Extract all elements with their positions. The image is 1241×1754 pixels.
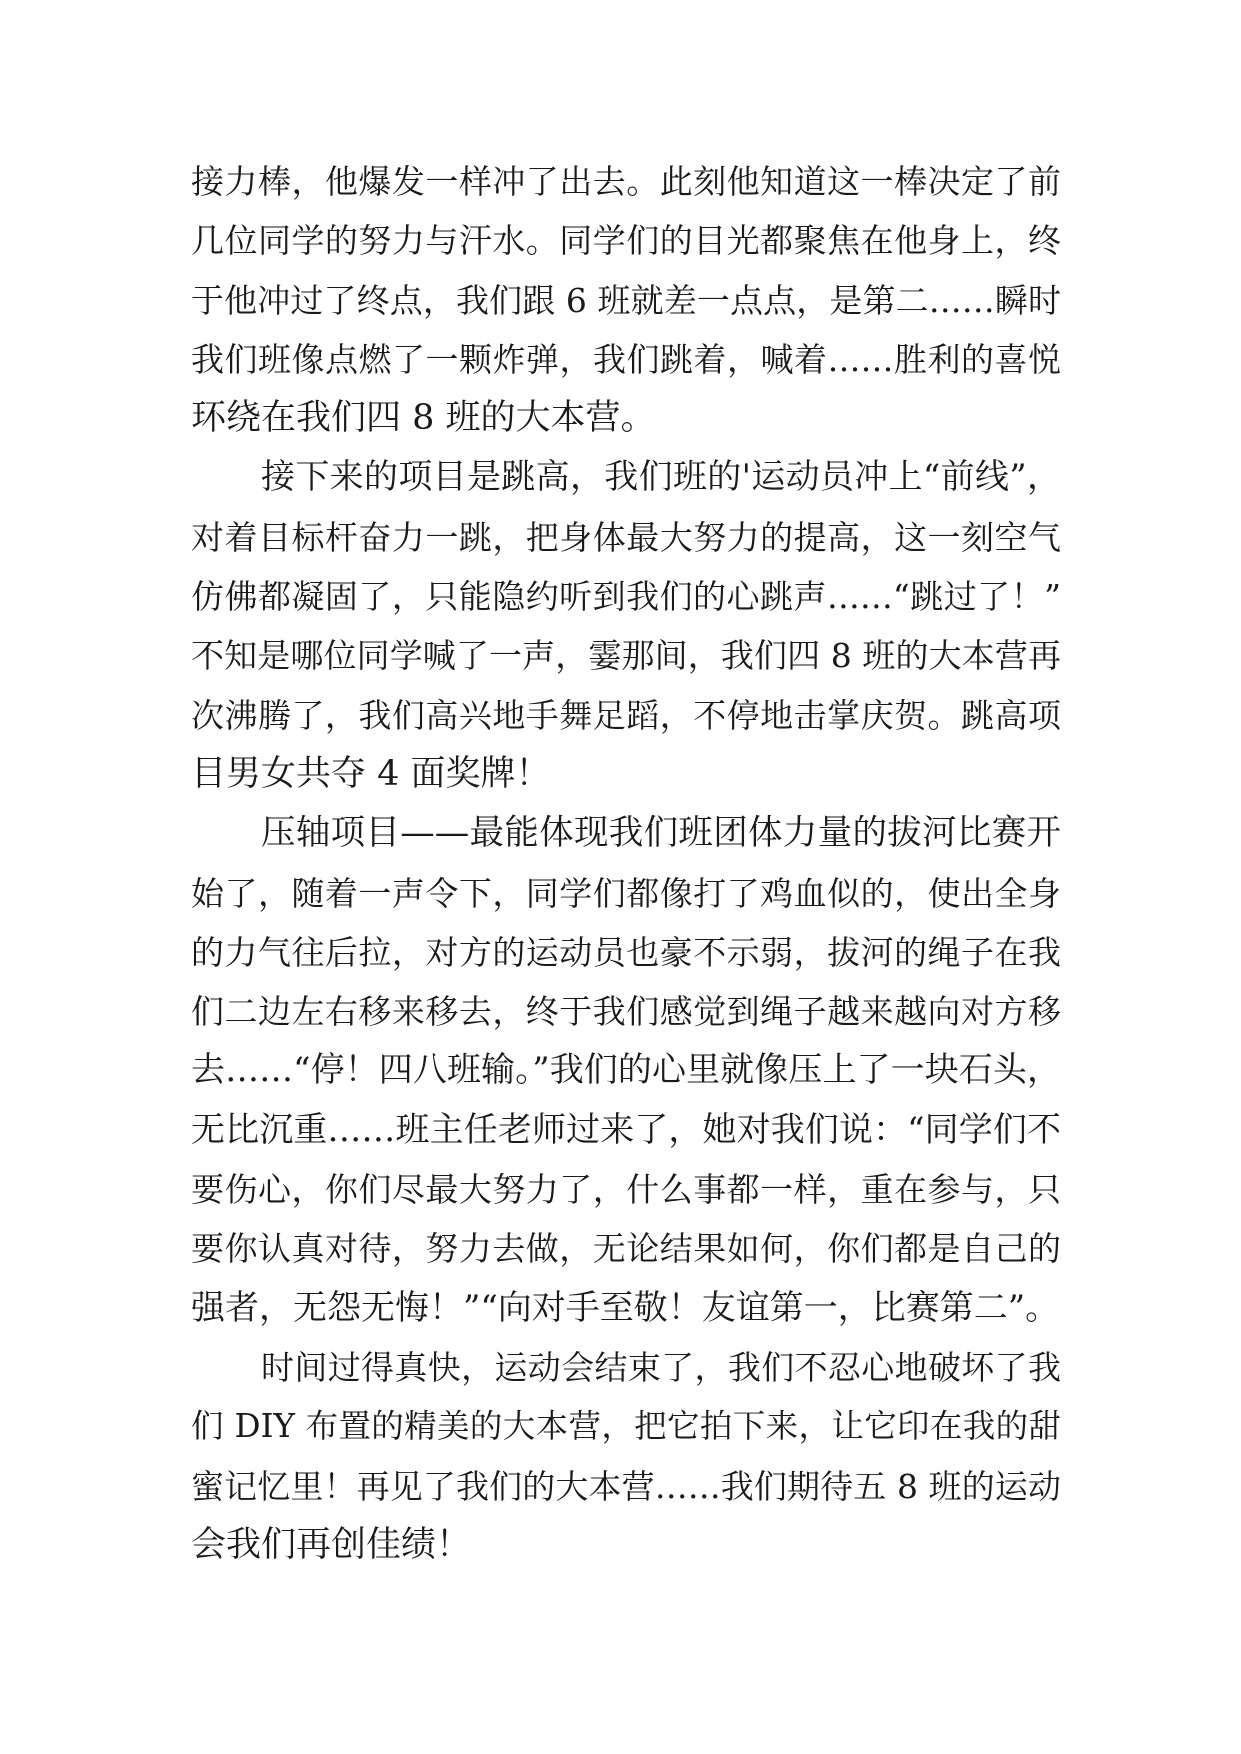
text-line: 我们班像点燃了一颗炸弹，我们跳着，喊着……胜利的喜悦	[191, 339, 1061, 379]
text-line: 蜜记忆里！再见了我们的大本营……我们期待五 8 班的运动	[191, 1466, 1061, 1506]
text-line: 目男女共夺 4 面奖牌！	[191, 753, 551, 794]
text-line: 环绕在我们四 8 班的大本营。	[191, 398, 656, 439]
text-line: 强者，无怨无悔！”“向对手至敬！友谊第一，比赛第二”。	[191, 1287, 1060, 1328]
text-line: 要伤心，你们尽最大努力了，什么事都一样，重在参与，只	[191, 1170, 1061, 1210]
text-line: 无比沉重……班主任老师过来了，她对我们说：“同学们不	[191, 1109, 1061, 1150]
text-line: 几位同学的努力与汗水。同学们的目光都聚焦在他身上，终	[191, 221, 1061, 261]
paragraph-first-line: 接下来的项目是跳高，我们班的'运动员冲上“前线”，	[261, 457, 1061, 498]
document-body	[191, 152, 1061, 1575]
paragraph-first-line: 压轴项目——最能体现我们班团体力量的拔河比赛开	[261, 813, 1061, 854]
text-line: 仿佛都凝固了，只能隐约听到我们的心跳声……“跳过了！”	[191, 577, 1061, 617]
text-line: 会我们再创佳绩！	[191, 1524, 472, 1565]
text-line: 始了，随着一声令下，同学们都像打了鸡血似的，使出全身	[191, 873, 1061, 913]
text-line: 接力棒，他爆发一样冲了出去。此刻他知道这一棒决定了前	[191, 162, 1061, 201]
text-line: 们二边左右移来移去，终于我们感觉到绳子越来越向对方移	[191, 992, 1061, 1032]
text-line: 的力气往后拉，对方的运动员也豪不示弱，拔河的绳子在我	[191, 932, 1061, 972]
text-line: 不知是哪位同学喊了一声，霎那间，我们四 8 班的大本营再	[191, 636, 1061, 676]
paragraph-first-line: 时间过得真快，运动会结束了，我们不忍心地破坏了我	[261, 1347, 1061, 1387]
text-line: 去……“停！四八班输。”我们的心里就像压上了一块石头，	[191, 1050, 1061, 1091]
text-line: 于他冲过了终点，我们跟 6 班就差一点点，是第二……瞬时	[191, 280, 1061, 320]
text-line: 要你认真对待，努力去做，无论结果如何，你们都是自己的	[191, 1229, 1061, 1269]
text-line: 们 DIY 布置的精美的大本营，把它拍下来，让它印在我的甜	[191, 1407, 1061, 1446]
text-line: 对着目标杆奋力一跳，把身体最大努力的提高，这一刻空气	[191, 517, 1061, 557]
text-line: 次沸腾了，我们高兴地手舞足蹈，不停地击掌庆贺。跳高项	[191, 695, 1061, 735]
